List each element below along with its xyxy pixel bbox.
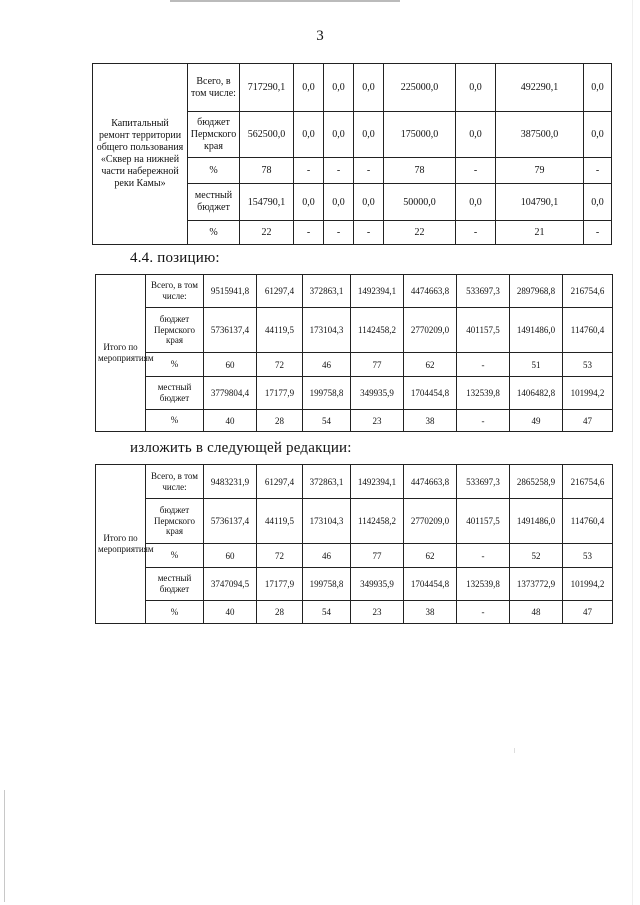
table-cell: 62: [404, 544, 457, 568]
table-row: [96, 544, 613, 568]
table-cell: 401157,5: [457, 308, 510, 353]
row-label: %: [146, 353, 204, 377]
table-cell: -: [324, 158, 354, 184]
row-label: Всего, в том числе:: [146, 465, 204, 499]
table-cell: 0,0: [354, 112, 384, 158]
table-cell: -: [294, 158, 324, 184]
table-cell: 28: [257, 601, 303, 624]
table-cell: -: [457, 601, 510, 624]
table-cell: 114760,4: [563, 308, 613, 353]
table-cell: 0,0: [584, 112, 612, 158]
table-cell: 101994,2: [563, 377, 613, 410]
table-cell: 23: [351, 601, 404, 624]
table-cell: 2897968,8: [510, 275, 563, 308]
table-cell: 2770209,0: [404, 308, 457, 353]
table-cell: 79: [496, 158, 584, 184]
table-cell: 53: [563, 544, 613, 568]
row-label: местный бюджет: [146, 568, 204, 601]
totals-table-old: [95, 274, 613, 432]
table-cell: 0,0: [324, 112, 354, 158]
table-cell: 132539,8: [457, 568, 510, 601]
row-label: местный бюджет: [188, 184, 240, 221]
table-cell: -: [354, 221, 384, 245]
table-cell: 154790,1: [240, 184, 294, 221]
table-cell: 61297,4: [257, 275, 303, 308]
table-cell: 44119,5: [257, 499, 303, 544]
table-cell: 225000,0: [384, 64, 456, 112]
table-row: [96, 377, 613, 410]
table-cell: 372863,1: [303, 465, 351, 499]
table-cell: 4474663,8: [404, 275, 457, 308]
table-cell: 173104,3: [303, 499, 351, 544]
table-cell: 4474663,8: [404, 465, 457, 499]
table-cell: 401157,5: [457, 499, 510, 544]
table-row: [96, 275, 613, 308]
table-cell: 0,0: [456, 184, 496, 221]
table-cell: 0,0: [584, 64, 612, 112]
table-cell: 0,0: [584, 184, 612, 221]
table-cell: 2865258,9: [510, 465, 563, 499]
table-cell: 1492394,1: [351, 275, 404, 308]
table-cell: 132539,8: [457, 377, 510, 410]
table-cell: 23: [351, 410, 404, 432]
table-cell: 1142458,2: [351, 499, 404, 544]
table-cell: 1491486,0: [510, 308, 563, 353]
table-cell: 175000,0: [384, 112, 456, 158]
table-cell: 54: [303, 601, 351, 624]
row-label: бюджет Пермского края: [188, 112, 240, 158]
table-cell: 101994,2: [563, 568, 613, 601]
table-cell: -: [294, 221, 324, 245]
page-number: 3: [316, 28, 324, 44]
table-cell: 40: [204, 410, 257, 432]
table-cell: 562500,0: [240, 112, 294, 158]
table-cell: 0,0: [294, 184, 324, 221]
table-cell: 78: [384, 158, 456, 184]
table-cell: 0,0: [354, 64, 384, 112]
row-label: %: [188, 158, 240, 184]
table-cell: 78: [240, 158, 294, 184]
table-cell: 216754,6: [563, 275, 613, 308]
table-cell: 62: [404, 353, 457, 377]
table-cell: -: [584, 158, 612, 184]
table-cell: 54: [303, 410, 351, 432]
section-heading-new-edition: изложить в следующей редакции:: [130, 440, 352, 456]
scan-left-edge: [4, 790, 5, 902]
table-row: [93, 64, 612, 112]
row-label: %: [146, 544, 204, 568]
table-cell: 1142458,2: [351, 308, 404, 353]
table-cell: 0,0: [324, 184, 354, 221]
scan-mark: [514, 748, 515, 753]
table-cell: -: [354, 158, 384, 184]
table-cell: 48: [510, 601, 563, 624]
table-cell: 9515941,8: [204, 275, 257, 308]
table-row: [96, 308, 613, 353]
table-cell: 46: [303, 544, 351, 568]
table-cell: 38: [404, 410, 457, 432]
table-cell: 21: [496, 221, 584, 245]
table-cell: 38: [404, 601, 457, 624]
table-cell: 77: [351, 353, 404, 377]
row-label: %: [146, 601, 204, 624]
table-cell: 0,0: [294, 64, 324, 112]
table-cell: 372863,1: [303, 275, 351, 308]
table-cell: 72: [257, 544, 303, 568]
table-cell: 72: [257, 353, 303, 377]
totals-table-new: [95, 464, 613, 624]
table-cell: 0,0: [294, 112, 324, 158]
scan-top-edge: [170, 0, 400, 2]
table-cell: 1406482,8: [510, 377, 563, 410]
table-cell: 77: [351, 544, 404, 568]
table-cell: 0,0: [456, 112, 496, 158]
table-row: [96, 568, 613, 601]
table-cell: 173104,3: [303, 308, 351, 353]
table-cell: 199758,8: [303, 568, 351, 601]
table-row: [96, 353, 613, 377]
table-cell: 17177,9: [257, 568, 303, 601]
table-cell: 387500,0: [496, 112, 584, 158]
table-cell: 2770209,0: [404, 499, 457, 544]
table-cell: 717290,1: [240, 64, 294, 112]
table-cell: -: [456, 221, 496, 245]
row-label: местный бюджет: [146, 377, 204, 410]
table-row: [96, 499, 613, 544]
table-cell: 60: [204, 544, 257, 568]
table-cell: 104790,1: [496, 184, 584, 221]
row-label: Всего, в том числе:: [188, 64, 240, 112]
table-cell: 0,0: [354, 184, 384, 221]
table-cell: 199758,8: [303, 377, 351, 410]
group-label: Капитальный ремонт территории общего пользования «Сквер на нижней части набережной реки Камы»: [93, 64, 188, 245]
row-label: %: [146, 410, 204, 432]
scan-right-edge: [632, 0, 633, 905]
section-heading-4-4: 4.4. позицию:: [130, 250, 220, 266]
row-label: бюджет Пермского края: [146, 308, 204, 353]
table-cell: 49: [510, 410, 563, 432]
table-cell: 114760,4: [563, 499, 613, 544]
table-cell: 51: [510, 353, 563, 377]
table-cell: -: [456, 158, 496, 184]
table-cell: 28: [257, 410, 303, 432]
table-cell: 1373772,9: [510, 568, 563, 601]
table-cell: 5736137,4: [204, 308, 257, 353]
table-cell: -: [457, 544, 510, 568]
table-cell: 5736137,4: [204, 499, 257, 544]
table-cell: 47: [563, 410, 613, 432]
table-cell: 17177,9: [257, 377, 303, 410]
table-cell: 1704454,8: [404, 377, 457, 410]
table-cell: 9483231,9: [204, 465, 257, 499]
table-cell: 1491486,0: [510, 499, 563, 544]
row-label: %: [188, 221, 240, 245]
table-cell: 53: [563, 353, 613, 377]
group-label: Итого по мероприятиям: [96, 275, 146, 432]
table-cell: 60: [204, 353, 257, 377]
table-cell: 40: [204, 601, 257, 624]
table-cell: 1704454,8: [404, 568, 457, 601]
table-cell: 216754,6: [563, 465, 613, 499]
table-cell: 1492394,1: [351, 465, 404, 499]
table-cell: 349935,9: [351, 568, 404, 601]
budget-table-sквер: [92, 63, 612, 245]
table-cell: 44119,5: [257, 308, 303, 353]
table-cell: 46: [303, 353, 351, 377]
table-cell: -: [584, 221, 612, 245]
table-cell: 533697,3: [457, 465, 510, 499]
table-cell: -: [457, 353, 510, 377]
table-row: [96, 410, 613, 432]
table-cell: 50000,0: [384, 184, 456, 221]
table-row: [96, 465, 613, 499]
table-cell: 61297,4: [257, 465, 303, 499]
table-row: [96, 601, 613, 624]
table-cell: 22: [240, 221, 294, 245]
table-cell: 349935,9: [351, 377, 404, 410]
table-cell: 22: [384, 221, 456, 245]
table-cell: 0,0: [324, 64, 354, 112]
table-cell: 3747094,5: [204, 568, 257, 601]
row-label: Всего, в том числе:: [146, 275, 204, 308]
row-label: бюджет Пермского края: [146, 499, 204, 544]
table-cell: 533697,3: [457, 275, 510, 308]
table-cell: -: [457, 410, 510, 432]
group-label: Итого по мероприятиям: [96, 465, 146, 624]
table-cell: 492290,1: [496, 64, 584, 112]
table-cell: 52: [510, 544, 563, 568]
table-cell: 3779804,4: [204, 377, 257, 410]
table-cell: 0,0: [456, 64, 496, 112]
table-cell: -: [324, 221, 354, 245]
table-cell: 47: [563, 601, 613, 624]
